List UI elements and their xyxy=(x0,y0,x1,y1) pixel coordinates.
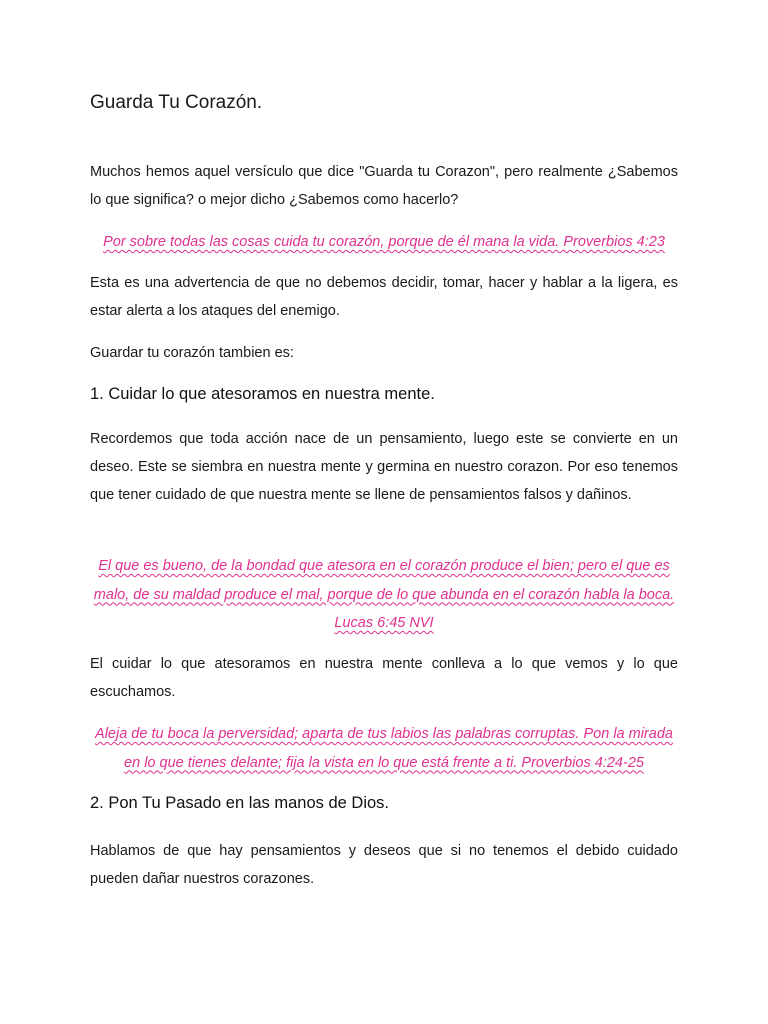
bible-quote-lucas-6-45: El que es bueno, de la bondad que atesora en el corazón produce el bien; pero el que es malo, de su maldad produce el mal, porque de lo que abunda en el corazón habla la boca. Lucas 6:45 NVI xyxy=(93,558,675,631)
intro-paragraph: Muchos hemos aquel versículo que dice "Guarda tu Corazon", pero realmente ¿Sabemos lo que significa? o mejor dicho ¿Sabemos como hacerlo? xyxy=(90,164,678,208)
conlleva-paragraph: El cuidar lo que atesoramos en nuestra mente conlleva a lo que vemos y lo que escuchamos. xyxy=(90,656,678,700)
page-title: Guarda Tu Corazón. xyxy=(90,92,263,113)
warning-paragraph: Esta es una advertencia de que no debemos decidir, tomar, hacer y hablar a la ligera, es estar alerta a los ataques del enemigo. xyxy=(90,275,678,319)
bible-quote-proverbios-4-24: Aleja de tu boca la perversidad; aparta de tus labios las palabras corruptas. Pon la mirada en lo que tienes delante; fija la vista en lo que está frente a ti. Proverbios 4:24-25 xyxy=(95,726,673,771)
closing-paragraph: Hablamos de que hay pensamientos y deseos que si no tenemos el debido cuidado pueden dañar nuestros corazones. xyxy=(90,843,678,887)
section-heading-1: 1. Cuidar lo que atesoramos en nuestra mente. xyxy=(90,385,435,403)
thought-paragraph: Recordemos que toda acción nace de un pensamiento, luego este se convierte en un deseo. Este se siembra en nuestra mente y germina en nuestro corazon. Por eso tenemos que tener cuidado de que nuestra mente se llene de pensamientos falsos y dañinos. xyxy=(90,431,678,503)
section-heading-2: 2. Pon Tu Pasado en las manos de Dios. xyxy=(90,794,390,812)
bible-quote-proverbios-4-23: Por sobre todas las cosas cuida tu corazón, porque de él mana la vida. Proverbios 4:23 xyxy=(103,234,665,250)
guard-heart-intro-paragraph: Guardar tu corazón tambien es: xyxy=(90,345,294,361)
